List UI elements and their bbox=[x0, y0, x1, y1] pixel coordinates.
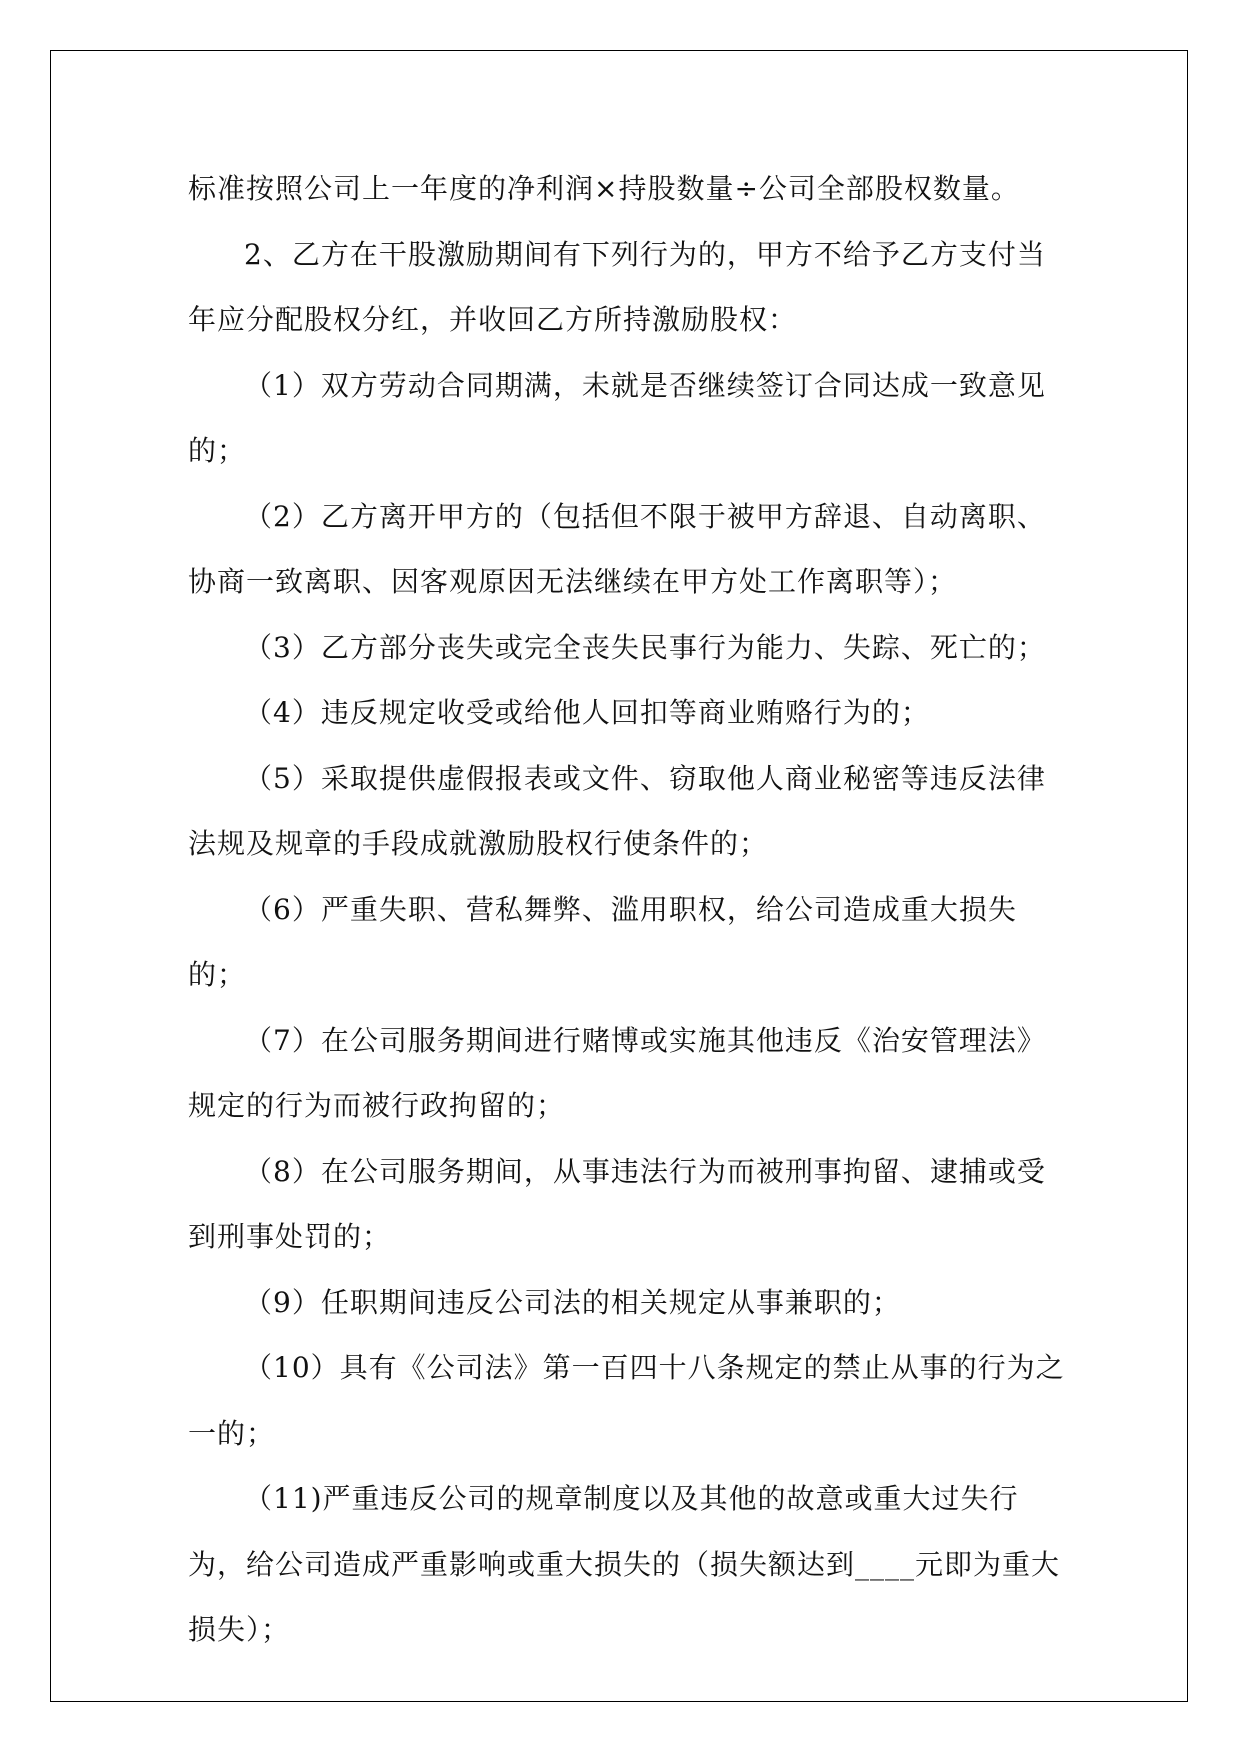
paragraph-1: 标准按照公司上一年度的净利润×持股数量÷公司全部股权数量。 bbox=[188, 172, 1020, 205]
clause-8: （8）在公司服务期间，从事违法行为而被刑事拘留、逮捕或受到刑事处罚的； bbox=[188, 1154, 1046, 1253]
clause-1: （1）双方劳动合同期满，未就是否继续签订合同达成一致意见的； bbox=[188, 368, 1046, 467]
clause-4: （4）违反规定收受或给他人回扣等商业贿赂行为的； bbox=[244, 696, 930, 729]
clause-11: （11)严重违反公司的规章制度以及其他的故意或重大过失行为，给公司造成严重影响或重大损失的（损失额达到____元即为重大损失）； bbox=[188, 1482, 1061, 1646]
clause-5: （5）采取提供虚假报表或文件、窃取他人商业秘密等违反法律法规及规章的手段成就激励股权行使条件的； bbox=[188, 761, 1046, 860]
clause-7: （7）在公司服务期间进行赌博或实施其他违反《治安管理法》规定的行为而被行政拘留的； bbox=[188, 1023, 1046, 1122]
document-body bbox=[188, 156, 1068, 1663]
clause-3: （3）乙方部分丧失或完全丧失民事行为能力、失踪、死亡的； bbox=[244, 630, 1046, 664]
clause-9: （9）任职期间违反公司法的相关规定从事兼职的； bbox=[244, 1285, 901, 1319]
clause-10: （10）具有《公司法》第一百四十八条规定的禁止从事的行为之一的； bbox=[188, 1351, 1065, 1450]
clause-6: （6）严重失职、营私舞弊、滥用职权，给公司造成重大损失的； bbox=[188, 892, 1017, 991]
clause-2: （2）乙方离开甲方的（包括但不限于被甲方辞退、自动离职、协商一致离职、因客观原因无法继续在甲方处工作离职等）； bbox=[188, 499, 1046, 598]
paragraph-2: 2、乙方在干股激励期间有下列行为的，甲方不给予乙方支付当年应分配股权分红，并收回乙方所持激励股权： bbox=[188, 237, 1046, 336]
